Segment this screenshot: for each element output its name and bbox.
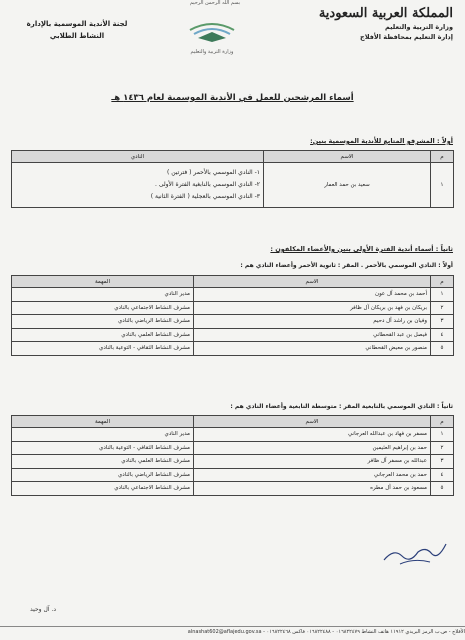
- page-title: أسماء المرشحين للعمل في الأندية الموسمية لعام ١٤٣٦ هـ: [111, 93, 354, 103]
- header-right: [303, 6, 453, 42]
- col-club: النادي: [12, 151, 264, 163]
- table-row: [12, 342, 454, 356]
- col-name: الاسم: [264, 151, 431, 163]
- cell-task: مدير النادي: [12, 428, 194, 442]
- table-row: [12, 455, 454, 469]
- cell-name: فيصل بن عبد القحطاني: [194, 328, 431, 342]
- cell-name: أحمد بن محمد آل عون: [194, 288, 431, 302]
- cell-name: حمد بن محمد العرجاني: [194, 468, 431, 482]
- cell-clubs: [12, 163, 264, 208]
- club-item: ١- النادي الموسمي بالأحمر ( فترتين ): [166, 169, 260, 176]
- table-row: [12, 315, 454, 329]
- basmala: بسم الله الرحمن الرحيم: [189, 0, 241, 6]
- col-name: الاسم: [194, 276, 431, 288]
- cell-num: ٥: [431, 482, 454, 496]
- activity-name: النشاط الطلابي: [49, 32, 105, 40]
- cell-num: ١: [431, 428, 454, 442]
- signature-icon: [380, 538, 450, 568]
- table-header-row: [12, 276, 454, 288]
- cell-task: مشرف النشاط الثقافي - التوعية بالنادي: [12, 342, 194, 356]
- cell-num: ٣: [431, 455, 454, 469]
- cell-num: ٤: [431, 468, 454, 482]
- admin-name: إدارة التعليم بمحافظة الأفلاج: [360, 33, 453, 41]
- cell-task: مشرف النشاط الاجتماعي بالنادي: [12, 301, 194, 315]
- club2-table: [11, 415, 454, 496]
- cell-num: ١: [431, 163, 454, 208]
- club1-table: [11, 275, 454, 356]
- cell-task: مشرف النشاط الرياضي بالنادي: [12, 315, 194, 329]
- cell-task: مشرف النشاط العلمي بالنادي: [12, 455, 194, 469]
- cell-num: ٢: [431, 301, 454, 315]
- cell-task: مدير النادي: [12, 288, 194, 302]
- table-header-row: [12, 416, 454, 428]
- cell-name: حمد بن إبراهيم العثيمين: [194, 441, 431, 455]
- ministry-logo-icon: [172, 10, 252, 58]
- col-name: الاسم: [194, 416, 431, 428]
- club-item: ٣- النادي الموسمي بالعجلية ( الفترة الثانية ): [150, 193, 260, 200]
- table-row: [12, 301, 454, 315]
- cell-num: ٢: [431, 441, 454, 455]
- cell-num: ٤: [431, 328, 454, 342]
- cell-name: بريكان بن فهد بن بريكان آل ظافر: [194, 301, 431, 315]
- cell-num: ١: [431, 288, 454, 302]
- col-num: م: [431, 416, 454, 428]
- cell-num: ٥: [431, 342, 454, 356]
- table-row: [12, 482, 454, 496]
- committee-name: لجنة الأندية الموسمية بالإدارة: [26, 20, 128, 28]
- club-item: ٢- النادي الموسمي بالنابغية الفترة الأولى .: [155, 181, 260, 188]
- footer: الأفلاج - ص.ب الرمز البريدي ١١٩١٢ هاتف النشاط ٠١٦٨٢٢٤٧٩ - ٠١٦٨٢٢٤٨٨ فاكس ٠١٦٨٢٢٤٦٨ - alnashat602@aflajedu.gov.sa: [0, 626, 465, 635]
- supervisor-table: [11, 150, 454, 208]
- col-num: م: [431, 276, 454, 288]
- club2-heading: ثانياً : النادي الموسمي بالنابغية المقر : متوسطة النابغية وأعضاء النادي هم :: [230, 403, 453, 410]
- signature-name: د. آل وحيد: [30, 606, 56, 613]
- club1-heading: أولاً : النادي الموسمي بالأحمر . المقر : ثانوية الأحمر وأعضاء النادي هم :: [240, 262, 453, 269]
- cell-task: مشرف النشاط الثقافي - التوعية بالنادي: [12, 441, 194, 455]
- col-task: المهمة: [12, 416, 194, 428]
- table-row: [12, 468, 454, 482]
- cell-num: ٣: [431, 315, 454, 329]
- col-task: المهمة: [12, 276, 194, 288]
- table-row: [12, 428, 454, 442]
- table-row: [12, 288, 454, 302]
- kingdom-name: المملكة العربية السعودية: [318, 6, 453, 21]
- table-row: [12, 441, 454, 455]
- cell-name: وفيان بن راشد آل دحيم: [194, 315, 431, 329]
- table-header-row: [12, 151, 454, 163]
- cell-name: منصور بن معيض القحطاني: [194, 342, 431, 356]
- section1-heading: أولاً : المشرفو المتابع للأندية الموسمية بنين:: [310, 137, 453, 145]
- cell-name: سعيد بن حمد العمار: [264, 163, 431, 208]
- logo-caption: وزارة التربية والتعليم: [190, 49, 234, 55]
- ministry-name: وزارة التربية والتعليم: [385, 23, 453, 31]
- cell-task: مشرف النشاط الاجتماعي بالنادي: [12, 482, 194, 496]
- cell-task: مشرف النشاط العلمي بالنادي: [12, 328, 194, 342]
- table-row: [12, 328, 454, 342]
- cell-task: مشرف النشاط الرياضي بالنادي: [12, 468, 194, 482]
- cell-name: مسعود بن حمد آل مطره: [194, 482, 431, 496]
- header-left: [12, 18, 142, 42]
- table-row: [12, 163, 454, 208]
- cell-name: عبدالله بن مسفر آل ظافر: [194, 455, 431, 469]
- col-num: م: [431, 151, 454, 163]
- section2-heading: ثانياً : أسماء أندية الفترة الأولى بنين والأعضاء المكلفون :: [270, 245, 453, 253]
- cell-name: مسفر بن فهاد بن عبدالله العرجاني: [194, 428, 431, 442]
